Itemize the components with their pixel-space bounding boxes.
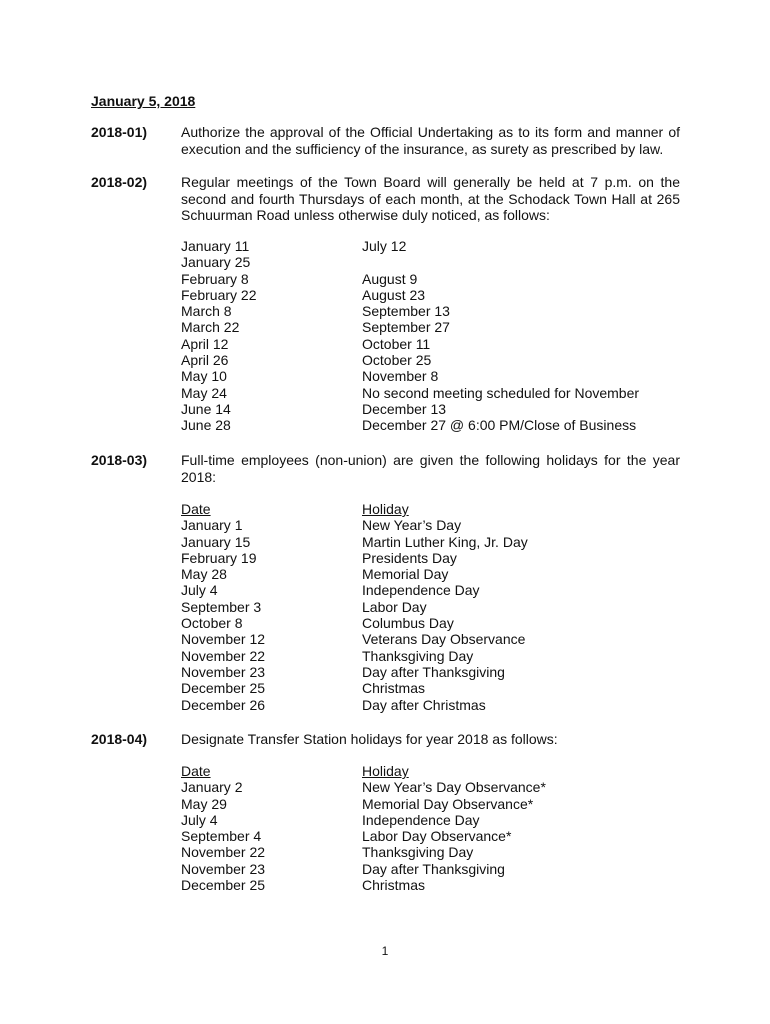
resolution-text: Designate Transfer Station holidays for year 2018 as follows: [181, 731, 558, 747]
holiday-column-header: Holiday [362, 501, 409, 517]
holiday-date: September 3 [181, 598, 262, 615]
holiday-name: Labor Day Observance* [362, 828, 512, 845]
holiday-date: May 29 [181, 795, 227, 812]
holiday-date: September 4 [181, 828, 262, 845]
holiday-name: Martin Luther King, Jr. Day [362, 533, 528, 550]
meeting-date: January 11 [181, 238, 250, 254]
resolution-number: 2018-03) [91, 452, 148, 468]
holiday-name: Day after Christmas [362, 696, 486, 713]
date-column-header: Date [181, 763, 211, 779]
holiday-name: Thanksgiving Day [362, 647, 474, 664]
holiday-date: January 1 [181, 517, 243, 534]
holiday-name: Labor Day [362, 598, 427, 615]
meeting-date: No second meeting scheduled for November [362, 384, 640, 401]
holiday-date: November 22 [181, 647, 266, 664]
resolution-number: 2018-01) [91, 124, 148, 140]
holiday-name: Day after Thanksgiving [362, 663, 505, 680]
meeting-date: April 26 [181, 352, 229, 369]
holiday-name-column [362, 501, 528, 713]
meeting-date: August 9 [362, 270, 418, 287]
meeting-dates-first-half [181, 238, 256, 434]
holiday-date: January 2 [181, 779, 243, 796]
holiday-name: Memorial Day Observance* [362, 795, 534, 812]
resolution-number: 2018-02) [91, 174, 148, 190]
meeting-date: September 13 [362, 303, 450, 320]
resolution-text: Authorize the approval of the Official Undertaking as to its form and manner of execution and the sufficiency of the insurance, as surety as prescribed by law. [181, 124, 680, 157]
holiday-name: New Year’s Day [362, 517, 462, 534]
meeting-date: December 13 [362, 400, 447, 417]
holiday-date: February 19 [181, 549, 257, 566]
holiday-column-header: Holiday [362, 763, 409, 779]
meeting-date [362, 254, 639, 270]
meeting-date: January 25 [181, 254, 251, 271]
meeting-date: February 22 [181, 286, 257, 303]
holiday-date: July 4 [181, 582, 218, 599]
holiday-name: Independence Day [362, 582, 480, 599]
holiday-name: Christmas [362, 680, 426, 697]
meeting-date: March 22 [181, 319, 240, 336]
meeting-date: June 14 [181, 400, 231, 417]
meeting-dates-second-half [362, 238, 639, 434]
holiday-date: November 23 [181, 663, 266, 680]
holiday-date: May 28 [181, 566, 227, 583]
transfer-station-holiday-column [362, 763, 546, 893]
meeting-date: October 25 [362, 352, 432, 369]
holiday-date: December 25 [181, 680, 266, 697]
meeting-date: June 28 [181, 417, 231, 434]
meeting-date: May 24 [181, 384, 227, 401]
meeting-date: April 12 [181, 335, 229, 352]
meeting-date: September 27 [362, 319, 450, 336]
holiday-date: November 22 [181, 844, 266, 861]
holiday-date: November 23 [181, 860, 266, 877]
meeting-date-heading: January 5, 2018 [91, 93, 196, 109]
holiday-date: July 4 [181, 811, 218, 828]
meeting-date: May 10 [181, 368, 227, 385]
holiday-name: Thanksgiving Day [362, 844, 474, 861]
meeting-date: August 23 [362, 286, 426, 303]
holiday-name: Presidents Day [362, 549, 457, 566]
holiday-date: January 15 [181, 533, 251, 550]
page-number: 1 [381, 944, 389, 958]
holiday-date: November 12 [181, 631, 266, 648]
holiday-date: December 26 [181, 696, 266, 713]
meeting-date: July 12 [362, 238, 407, 254]
transfer-station-date-column [181, 763, 265, 893]
resolution-text: Full-time employees (non-union) are given the following holidays for the year 2018: [181, 452, 680, 485]
holiday-name: Columbus Day [362, 615, 454, 632]
holiday-name: Memorial Day [362, 566, 449, 583]
holiday-name: Independence Day [362, 811, 480, 828]
holiday-date-column [181, 501, 265, 713]
meeting-date: March 8 [181, 303, 232, 320]
meeting-date: December 27 @ 6:00 PM/Close of Business [362, 417, 637, 434]
holiday-name: Christmas [362, 877, 426, 894]
date-column-header: Date [181, 501, 211, 517]
holiday-name: New Year’s Day Observance* [362, 779, 546, 796]
holiday-date: December 25 [181, 877, 266, 894]
holiday-name: Veterans Day Observance [362, 631, 526, 648]
meeting-date: October 11 [362, 335, 431, 352]
resolution-text: Regular meetings of the Town Board will generally be held at 7 p.m. on the second and fourth Thursdays of each month, at the Schodack Town Hall at 265 Schuurman Road unless otherwise duly noticed, as follows: [181, 174, 680, 223]
meeting-date: February 8 [181, 270, 249, 287]
holiday-name: Day after Thanksgiving [362, 860, 505, 877]
meeting-date: November 8 [362, 368, 439, 385]
resolution-number: 2018-04) [91, 731, 148, 747]
holiday-date: October 8 [181, 615, 243, 632]
